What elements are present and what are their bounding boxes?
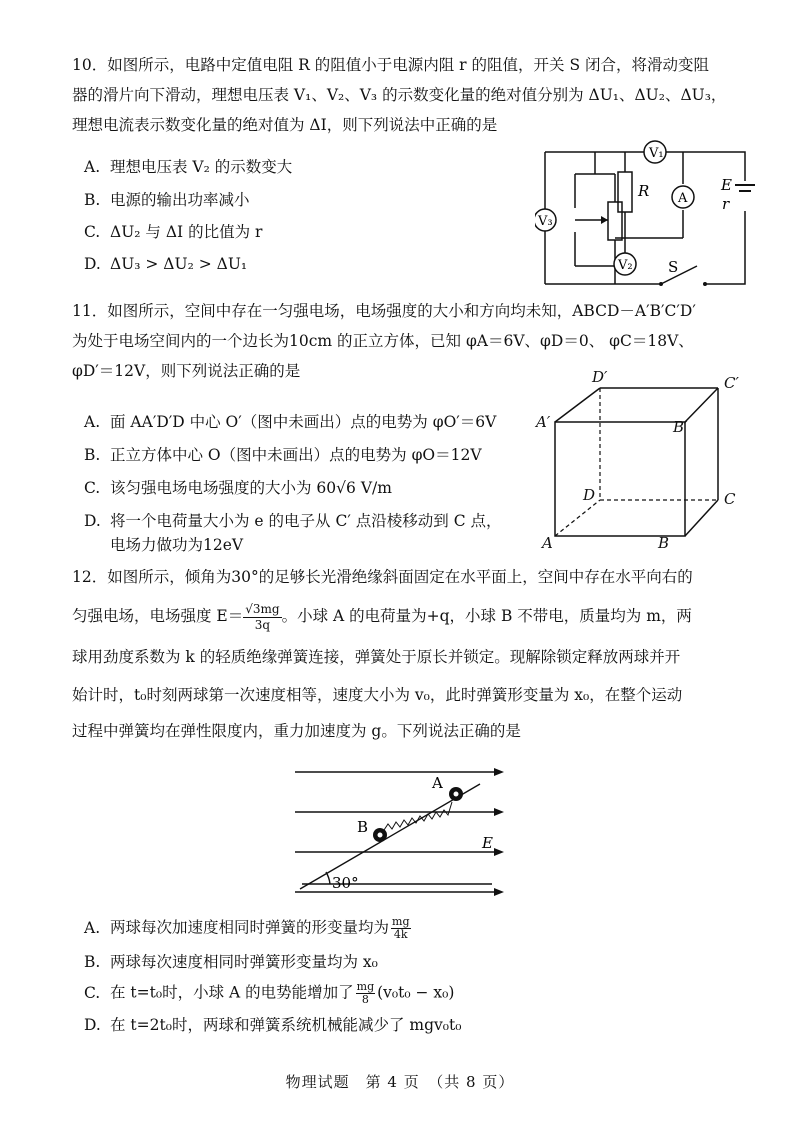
cube-label-a: A: [542, 534, 553, 550]
q10-circuit-diagram: [535, 138, 755, 290]
q10-option-d: D. ΔU₃ > ΔU₂ > ΔU₁: [84, 255, 248, 273]
cube-label-a-prime: A′: [536, 413, 551, 431]
cube-label-c-prime: C′: [724, 374, 739, 392]
voltmeter-v1-label: V₁: [649, 146, 664, 161]
q11-option-d-continuation: 电场力做功为12eV: [110, 536, 244, 554]
emf-label: E: [721, 176, 732, 194]
switch-s-label: S: [668, 258, 679, 276]
q12-option-b: B. 两球每次速度相同时弹簧形变量均为 x₀: [84, 953, 378, 971]
field-fraction-denominator: 3q: [254, 617, 271, 632]
voltmeter-v2-label: V₂: [618, 258, 633, 273]
q10-option-a: A. 理想电压表 V₂ 的示数变大: [84, 158, 293, 176]
field-e-label: E: [482, 834, 493, 852]
q12-option-c: C. 在 t=t₀时，小球 A 的电势能增加了 $\frac{mg}{8}$ (v₀t₀ − x₀): [84, 980, 455, 1006]
q10-line3: 理想电流表示数变化量的绝对值为 ΔI，则下列说法中正确的是: [72, 116, 498, 134]
question-10-stem: [72, 50, 762, 140]
q11-line2: 为处于电场空间内的一个边长为10cm 的正立方体，已知 φA＝6V、φD＝0、 φC＝18V、: [72, 332, 694, 350]
q11-line3: φD′＝12V，则下列说法正确的是: [72, 362, 301, 380]
q12-incline-diagram: [290, 762, 510, 900]
q11-option-c: C. 该匀强电场电场强度的大小为 60√6 V/m: [84, 479, 392, 497]
q12-line4: 始计时，t₀时刻两球第一次速度相等，速度大小为 v₀，此时弹簧形变量为 x₀，在整个运动: [72, 686, 683, 704]
ammeter-label: A: [678, 191, 688, 206]
q12-line3: 球用劲度系数为 k 的轻质绝缘弹簧连接，弹簧处于原长并锁定。现解除锁定释放两球并开: [72, 648, 681, 666]
question-12-stem: [72, 560, 762, 748]
page-footer: 物理试题 第 4 页 （共 8 页）: [285, 1073, 515, 1091]
q11-line1: 11．如图所示，空间中存在一匀强电场，电场强度的大小和方向均未知，ABCD－A′B′C′D′: [72, 302, 696, 320]
q12-line5: 过程中弹簧均在弹性限度内，重力加速度为 g。下列说法正确的是: [72, 722, 521, 740]
q10-line1: 10．如图所示，电路中定值电阻 R 的阻值小于电源内阻 r 的阻值，开关 S 闭合，将滑动变阻: [72, 56, 709, 74]
ball-a-label: A: [432, 774, 443, 792]
cube-label-b-prime: B′: [673, 418, 688, 436]
cube-label-b: B: [658, 534, 670, 550]
q10-line2: 器的滑片向下滑动，理想电压表 V₁、V₂、V₃ 的示数变化量的绝对值分别为 ΔU₁、ΔU₂、ΔU₃，: [72, 86, 727, 104]
q11-option-d: D. 将一个电荷量大小为 e 的电子从 C′ 点沿棱移动到 C 点，: [84, 512, 502, 530]
field-fraction-numerator: √3mg: [245, 601, 280, 616]
cube-label-d-prime: D′: [592, 370, 608, 386]
q10-option-b: B. 电源的输出功率减小: [84, 191, 250, 209]
incline-angle-label: 30°: [332, 874, 359, 892]
q12-line2: 匀强电场，电场强度 E＝ $\frac{√3mg}{3q}$ 。小球 A 的电荷量为+q，小球 B 不带电，质量均为 m，两: [72, 601, 692, 632]
q12-option-a: A. 两球每次加速度相同时弹簧的形变量均为 $\frac{mg}{4k}$: [84, 915, 410, 941]
resistor-r-label: R: [638, 182, 650, 200]
cube-label-d: D: [583, 486, 596, 504]
q10-option-c: C. ΔU₂ 与 ΔI 的比值为 r: [84, 223, 263, 241]
q12-line1: 12．如图所示，倾角为30°的足够长光滑绝缘斜面固定在水平面上，空间中存在水平向右的: [72, 568, 693, 586]
ball-b-label: B: [357, 818, 369, 836]
q12-option-d: D. 在 t=2t₀时，两球和弹簧系统机械能减少了 mgv₀t₀: [84, 1016, 462, 1034]
q11-cube-diagram: [530, 370, 750, 550]
q11-option-a: A. 面 AA′D′D 中心 O′（图中未画出）点的电势为 φO′＝6V: [84, 413, 497, 431]
voltmeter-v3-label: V₃: [538, 214, 553, 229]
internal-resistance-label: r: [722, 195, 730, 213]
cube-label-c: C: [724, 490, 736, 508]
q11-option-b: B. 正立方体中心 O（图中未画出）点的电势为 φO＝12V: [84, 446, 482, 464]
